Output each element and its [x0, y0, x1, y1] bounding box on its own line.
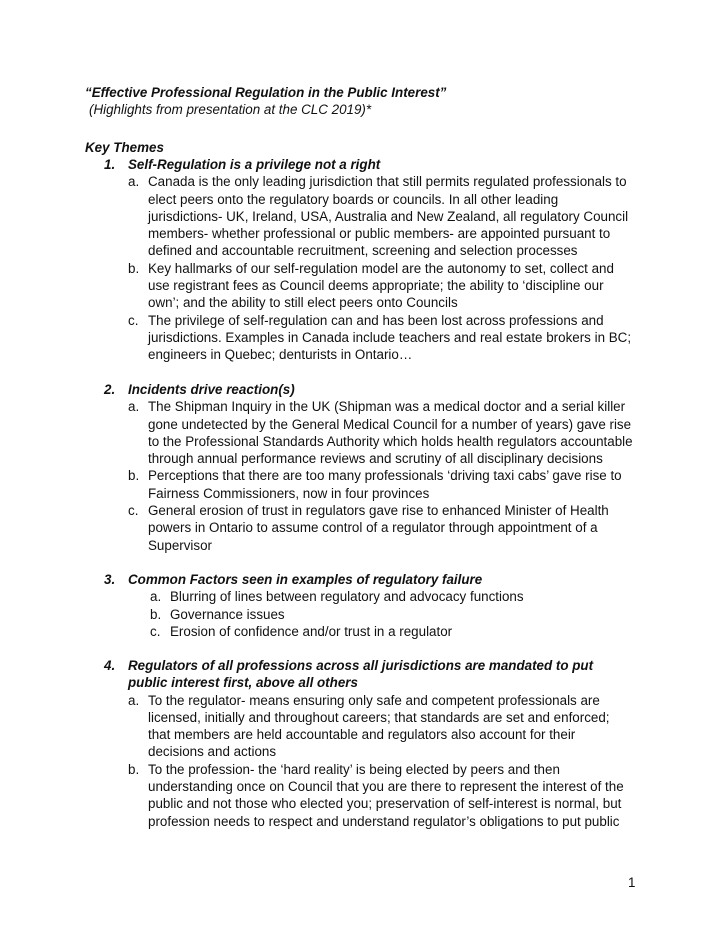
- item-text: Governance issues: [170, 606, 285, 622]
- item-text: To the regulator- means ensuring only safe and competent professionals are licensed, initially and throughout careers; that standards are set and enforced; that members are held accountable and regulators also account for their decisions and actions: [148, 692, 610, 760]
- section-1: [104, 156, 644, 364]
- item-text: Blurring of lines between regulatory and advocacy functions: [170, 589, 524, 605]
- item-text: The privilege of self-regulation can and has been lost across professions and jurisdictions. Examples in Canada include teachers and real estate brokers in BC; engineers in Quebec; denturists in Ontario…: [148, 312, 632, 363]
- item-marker: b.: [128, 761, 140, 777]
- list-item: [104, 588, 656, 605]
- section-items: [104, 588, 644, 640]
- item-marker: a.: [150, 589, 162, 605]
- section-4: [104, 657, 644, 830]
- list-item: [104, 260, 634, 312]
- section-items: [104, 398, 644, 554]
- section-number: 1.: [104, 157, 116, 172]
- item-text: Erosion of confidence and/or trust in a regulator: [170, 623, 453, 639]
- section-number: 3.: [104, 572, 116, 587]
- item-text: The Shipman Inquiry in the UK (Shipman was a medical doctor and a serial killer gone undetected by the General Medical Council for a number of years) gave rise to the Professional Standards Authority which holds health regulators accountable through annual performance reviews and scrutiny of all disciplinary decisions: [148, 399, 633, 467]
- list-item: [104, 502, 634, 554]
- list-item: [104, 398, 634, 467]
- item-text: Key hallmarks of our self-regulation model are the autonomy to set, collect and use registrant fees as Council deems appropriate; the ability to ‘discipline our own’; and the ability to still elect peers onto Councils: [148, 260, 614, 311]
- section-number: 4.: [104, 658, 116, 673]
- section-3: [104, 571, 644, 640]
- item-marker: b.: [128, 468, 140, 484]
- item-marker: b.: [128, 260, 140, 276]
- item-marker: a.: [128, 692, 140, 708]
- document-subtitle: (Highlights from presentation at the CLC 2019)*: [89, 102, 372, 117]
- section-title: Incidents drive reaction(s): [128, 382, 295, 397]
- item-marker: c.: [150, 623, 161, 639]
- section-heading: [104, 571, 644, 588]
- item-marker: a.: [128, 399, 140, 415]
- section-2: [104, 381, 644, 554]
- item-marker: b.: [150, 606, 162, 622]
- list-item: [104, 761, 634, 830]
- section-items: [104, 692, 644, 830]
- section-title: Self-Regulation is a privilege not a right: [128, 157, 381, 172]
- list-item: [104, 467, 634, 502]
- item-marker: a.: [128, 174, 140, 190]
- list-item: [104, 173, 634, 259]
- section-number: 2.: [104, 382, 116, 397]
- section-heading: [104, 156, 644, 173]
- section-heading: [104, 381, 644, 398]
- section-heading: [104, 657, 614, 692]
- item-text: To the profession- the ‘hard reality’ is being elected by peers and then understanding once on Council that you are there to represent the interest of the public and not those who elected you; preservation of self-interest is normal, but profession needs to respect and understand regulator’s obligations to put public: [148, 761, 624, 829]
- item-text: General erosion of trust in regulators gave rise to enhanced Minister of Health powers in Ontario to assume control of a regulator through appointment of a Supervisor: [148, 503, 609, 553]
- list-item: [104, 312, 634, 364]
- document-title: “Effective Professional Regulation in the Public Interest”: [85, 85, 447, 100]
- section-title: Regulators of all professions across all jurisdictions are mandated to put public interest first, above all others: [128, 658, 594, 691]
- section-title: Common Factors seen in examples of regulatory failure: [128, 572, 483, 587]
- item-marker: c.: [128, 503, 139, 519]
- page-number: 1: [628, 875, 636, 890]
- item-text: Perceptions that there are too many professionals ‘driving taxi cabs’ gave rise to Fairness Commissioners, now in four provinces: [148, 468, 622, 501]
- item-text: Canada is the only leading jurisdiction that still permits regulated professionals to elect peers onto the regulatory boards or councils. In all other leading jurisdictions- UK, Ireland, USA, Australia and New Zealand, all regulatory Council members- whether professional or public members- are appointed pursuant to defined and accountable recruitment, screening and selection processes: [148, 174, 629, 259]
- list-item: [104, 623, 656, 640]
- item-marker: c.: [128, 312, 139, 328]
- section-items: [104, 173, 644, 363]
- list-item: [104, 692, 634, 761]
- key-themes-heading: Key Themes: [85, 140, 164, 155]
- list-item: [104, 606, 656, 623]
